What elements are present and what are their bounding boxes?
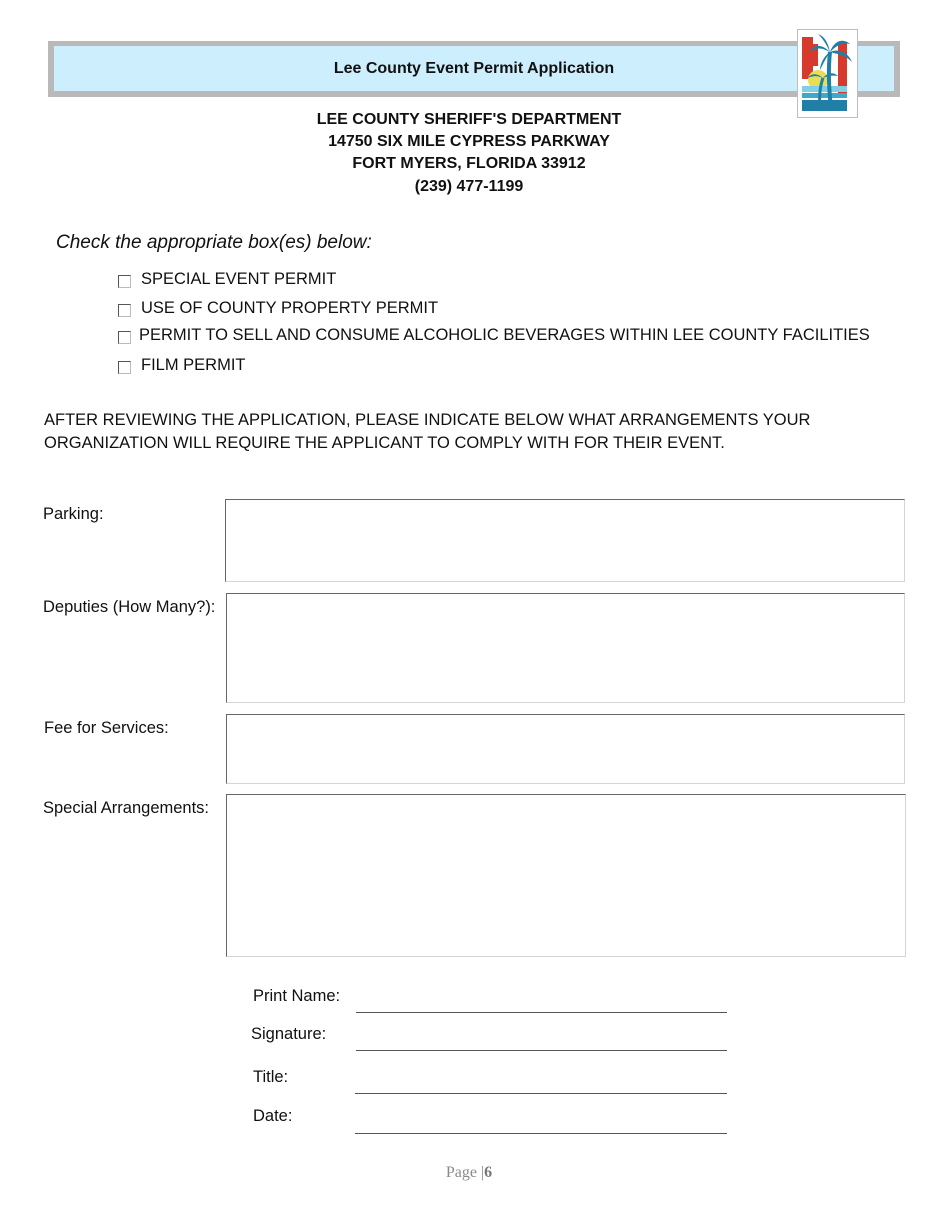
date-label: Date: <box>253 1107 293 1125</box>
checkbox[interactable] <box>118 304 131 317</box>
checkbox-label: SPECIAL EVENT PERMIT <box>141 270 337 288</box>
fee-field[interactable] <box>226 714 905 784</box>
parking-field[interactable] <box>225 499 905 582</box>
checkbox[interactable] <box>118 361 131 374</box>
special-arrangements-label: Special Arrangements: <box>43 799 210 817</box>
review-instruction: AFTER REVIEWING THE APPLICATION, PLEASE INDICATE BELOW WHAT ARRANGEMENTS YOUR ORGANIZATION WILL REQUIRE THE APPLICANT TO COMPLY WITH FOR THEIR EVENT. <box>44 411 811 452</box>
checklist-item[interactable] <box>118 270 336 289</box>
fee-label: Fee for Services: <box>44 719 169 737</box>
checklist-item[interactable] <box>118 299 438 318</box>
lee-county-palm-logo-icon <box>797 29 858 118</box>
date-line[interactable] <box>355 1133 727 1134</box>
checklist-instruction: Check the appropriate box(es) below: <box>56 232 372 253</box>
title-line[interactable] <box>355 1093 727 1094</box>
page-prefix: Page | <box>445 1164 485 1181</box>
checklist-item[interactable] <box>118 326 870 345</box>
checkbox[interactable] <box>118 331 131 344</box>
deputies-label: Deputies (How Many?): <box>43 598 216 616</box>
parking-label: Parking: <box>43 505 104 523</box>
form-title: Lee County Event Permit Application <box>333 59 615 77</box>
deputies-field[interactable] <box>226 593 905 703</box>
street-address: 14750 SIX MILE CYPRESS PARKWAY <box>328 133 610 150</box>
print-name-line[interactable] <box>356 1012 727 1013</box>
department-name: LEE COUNTY SHERIFF'S DEPARTMENT <box>316 111 622 128</box>
special-arrangements-field[interactable] <box>226 794 906 957</box>
page-number-value: 6 <box>484 1164 493 1181</box>
checkbox-label: PERMIT TO SELL AND CONSUME ALCOHOLIC BEVERAGES WITHIN LEE COUNTY FACILITIES <box>139 326 870 344</box>
page-number <box>0 1164 938 1182</box>
city-state-zip: FORT MYERS, FLORIDA 33912 <box>352 155 586 172</box>
title-label: Title: <box>253 1068 289 1086</box>
signature-label: Signature: <box>251 1025 327 1043</box>
checkbox-label: USE OF COUNTY PROPERTY PERMIT <box>141 299 439 317</box>
checklist-item[interactable] <box>118 356 246 375</box>
print-name-label: Print Name: <box>253 987 341 1005</box>
checkbox-label: FILM PERMIT <box>141 356 246 374</box>
checkbox[interactable] <box>118 275 131 288</box>
signature-line[interactable] <box>356 1050 727 1051</box>
phone-number: (239) 477-1199 <box>414 178 524 195</box>
